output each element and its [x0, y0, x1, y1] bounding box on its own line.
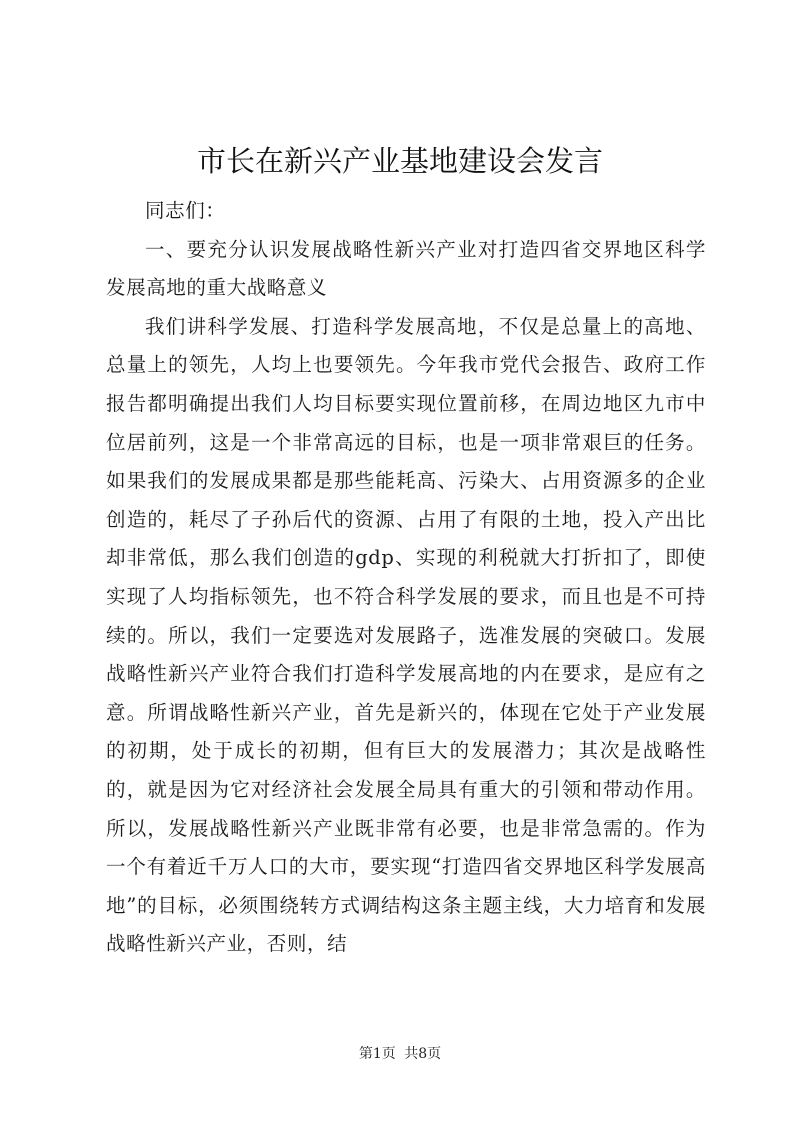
salutation: 同志们： [145, 199, 226, 222]
page-total: 共8页 [404, 1046, 442, 1062]
body-paragraph: 我们讲科学发展、打造科学发展高地，不仅是总量上的高地、总量上的领先，人均上也要领先。今年我市党代会报告、政府工作报告都明确提出我们人均目标要实现位置前移，在周边地区九市中位居前列，这是一个非常高远的目标，也是一项非常艰巨的任务。如果我们的发展成果都是那些能耗高、污染大、占用资源多的企业创造的，耗尽了子孙后代的资源、占用了有限的土地，投入产出比却非常低，那么我们创造的gdp、实现的利税就大打折扣了，即使实现了人均指标领先，也不符合科学发展的要求，而且也是不可持续的。所以，我们一定要选对发展路子，选准发展的突破口。发展战略性新兴产业符合我们打造科学发展高地的内在要求，是应有之意。所谓战略性新兴产业，首先是新兴的，体现在它处于产业发展的初期，处于成长的初期，但有巨大的发展潜力；其次是战略性的，就是因为它对经济社会发展全局具有重大的引领和带动作用。所以，发展战略性新兴产业既非常有必要，也是非常急需的。作为一个有着近千万人口的大市，要实现“打造四省交界地区科学发展高地”的目标，必须围绕转方式调结构这条主题主线，大力培育和发展战略性新兴产业，否则，结 [106, 314, 706, 956]
document-title: 市长在新兴产业基地建设会发言 [196, 144, 603, 178]
section-heading: 一、要充分认识发展战略性新兴产业对打造四省交界地区科学发展高地的重大战略意义 [106, 237, 706, 300]
document-body [106, 192, 706, 964]
page-footer [0, 1044, 800, 1064]
page-number: 第1页 [358, 1046, 396, 1062]
